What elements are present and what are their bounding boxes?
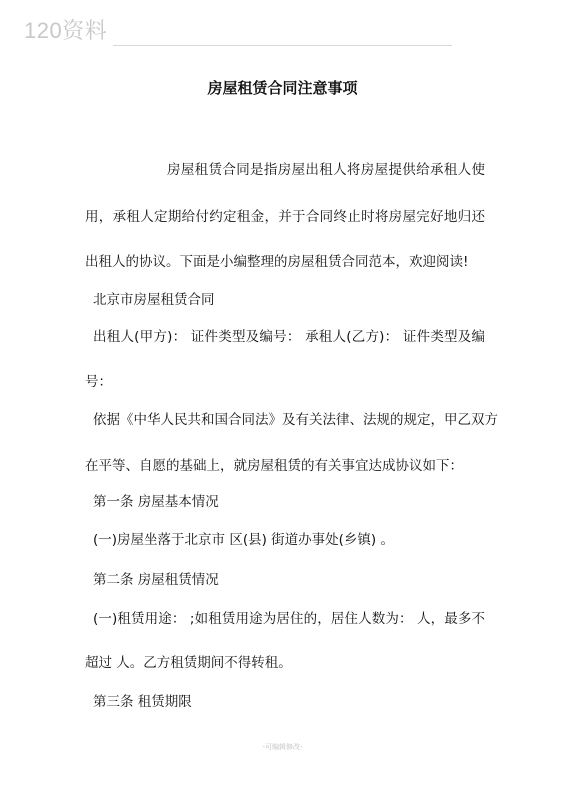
paragraph-intro-line-3: 出租人的协议。下面是小编整理的房屋租赁合同范本，欢迎阅读! [85,254,469,270]
article-3-heading: 第三条 租赁期限 [93,694,192,710]
contract-heading: 北京市房屋租赁合同 [93,292,215,308]
basis-line-1: 依据《中华人民共和国合同法》及有关法律、法规的规定，甲乙双方 [93,412,498,428]
paragraph-intro-line-2: 用，承租人定期给付约定租金，并于合同终止时将房屋完好地归还 [85,209,485,225]
parties-line-2: 号： [85,374,112,390]
article-2-heading: 第二条 房屋租赁情况 [93,572,219,588]
article-2-item-1-line-2: 超过 人。乙方租赁期间不得转租。 [85,655,292,671]
document-title: 房屋租赁合同注意事项 [207,79,358,97]
article-1-heading: 第一条 房屋基本情况 [93,494,219,510]
basis-line-2: 在平等、自愿的基础上，就房屋租赁的有关事宜达成协议如下： [85,458,463,474]
article-2-item-1-line-1: (一)租赁用途： ;如租赁用途为居住的，居住人数为： 人，最多不 [93,611,485,627]
article-1-item-1: (一)房屋坐落于北京市 区(县) 街道办事处(乡镇) 。 [93,532,394,548]
parties-line-1: 出租人(甲方)： 证件类型及编号： 承租人(乙方)： 证件类型及编 [93,329,485,345]
page-footer: -可编辑修改- [262,743,303,751]
paragraph-intro-line-1: 房屋租赁合同是指房屋出租人将房屋提供给承租人使 [167,162,485,178]
watermark-logo: 120资料 [24,18,108,43]
header-divider [113,45,452,46]
